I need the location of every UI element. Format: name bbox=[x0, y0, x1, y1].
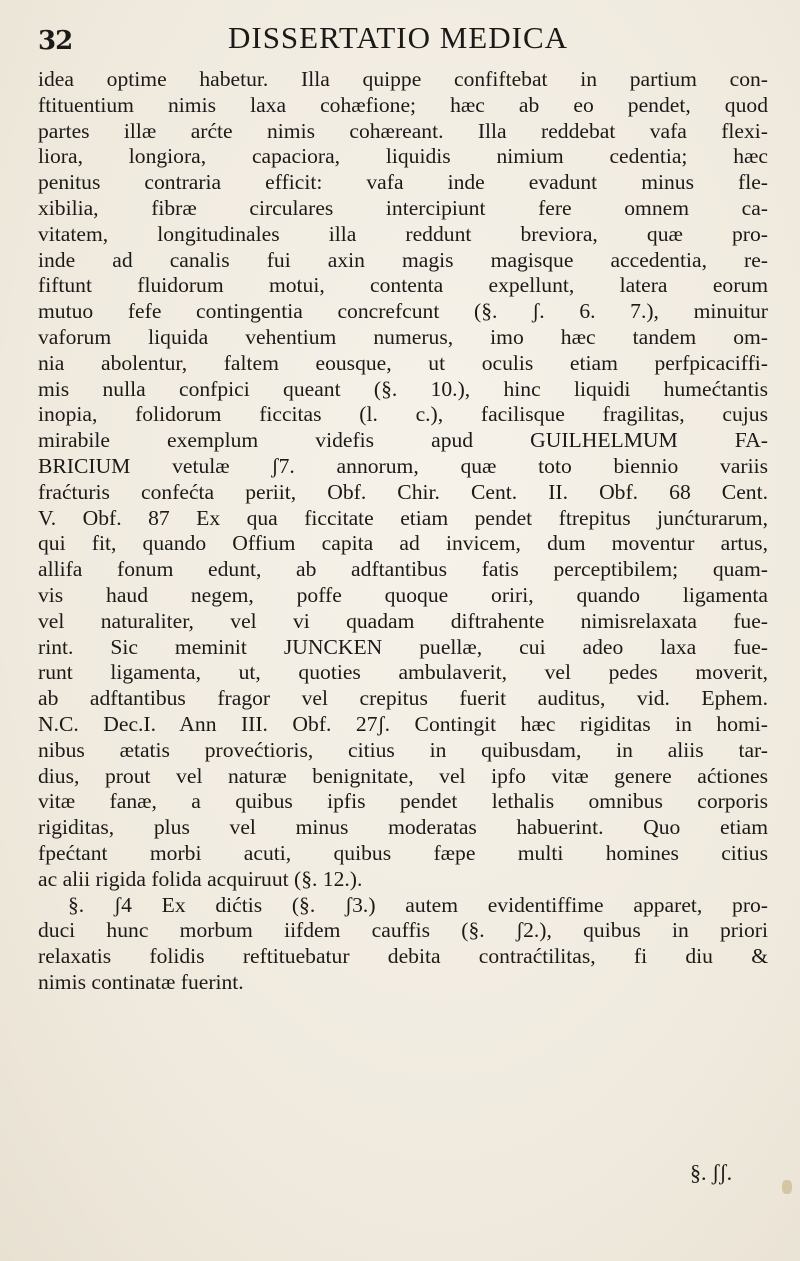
text-line: fiftunt fluidorum motui, contenta expellunt, latera eorum bbox=[38, 273, 768, 298]
text-line: vel naturaliter, vel vi quadam diftrahente nimisrelaxata fue- bbox=[38, 608, 768, 633]
text-line: ftituentium nimis laxa cohæfione; hæc ab eo pendet, quod bbox=[38, 92, 768, 117]
text-line: mutuo fefe contingentia concrefcunt (§. ʃ. 6. 7.), minuitur bbox=[38, 299, 768, 324]
text-line: qui fit, quando Offium capita ad invicem, dum moventur artus, bbox=[38, 531, 768, 556]
text-line: N.C. Dec.I. Ann III. Obf. 27ʃ. Contingit hæc rigiditas in homi- bbox=[38, 711, 768, 736]
text-line: V. Obf. 87 Ex qua ficcitate etiam pendet ftrepitus junćturarum, bbox=[38, 505, 768, 530]
text-line: duci hunc morbum iifdem cauffis (§. ʃ2.), quibus in priori bbox=[38, 918, 768, 943]
page-number: 32 bbox=[38, 26, 73, 56]
text-line: liora, longiora, capaciora, liquidis nimium cedentia; hæc bbox=[38, 144, 768, 169]
text-line: vaforum liquida vehentium numerus, imo hæc tandem om- bbox=[38, 324, 768, 349]
catchword: §. ʃʃ. bbox=[690, 1160, 733, 1185]
body-text bbox=[38, 67, 768, 996]
text-line: xibilia, fibræ circulares intercipiunt fere omnem ca- bbox=[38, 195, 768, 220]
text-line: allifa fonum edunt, ab adftantibus fatis perceptibilem; quam- bbox=[38, 557, 768, 582]
text-line: relaxatis folidis reftituebatur debita contraćtilitas, fi diu & bbox=[38, 944, 768, 969]
text-line: inopia, folidorum ficcitas (l. c.), facilisque fragilitas, cujus bbox=[38, 402, 768, 427]
text-line: mis nulla confpici queant (§. 10.), hinc liquidi humećtantis bbox=[38, 376, 768, 401]
text-line: fpećtant morbi acuti, quibus fæpe multi homines citius bbox=[38, 840, 768, 865]
text-line: ab adftantibus fragor vel crepitus fuerit auditus, vid. Ephem. bbox=[38, 686, 768, 711]
text-line: nia abolentur, faltem eousque, ut oculis etiam perfpicaciffi- bbox=[38, 350, 768, 375]
text-line: inde ad canalis fui axin magis magisque accedentia, re- bbox=[38, 247, 768, 272]
text-line: vitæ fanæ, a quibus ipfis pendet lethalis omnibus corporis bbox=[38, 789, 768, 814]
text-line: BRICIUM vetulæ ʃ7. annorum, quæ toto biennio variis bbox=[38, 453, 768, 478]
text-line: mirabile exemplum videfis apud GUILHELMUM FA- bbox=[38, 428, 768, 453]
page-header bbox=[38, 18, 738, 58]
text-line: penitus contraria efficit: vafa inde evadunt minus fle- bbox=[38, 170, 768, 195]
text-line: runt ligamenta, ut, quoties ambulaverit, vel pedes moverit, bbox=[38, 660, 768, 685]
text-line: nimis continatæ fuerint. bbox=[38, 969, 244, 994]
text-line: vitatem, longitudinales illa reddunt breviora, quæ pro- bbox=[38, 221, 768, 246]
text-line: dius, prout vel naturæ benignitate, vel ipfo vitæ genere aćtiones bbox=[38, 763, 768, 788]
running-head: DISSERTATIO MEDICA bbox=[227, 20, 569, 55]
text-line: rigiditas, plus vel minus moderatas habuerint. Quo etiam bbox=[38, 815, 768, 840]
text-line: partes illæ arćte nimis cohæreant. Illa reddebat vafa flexi- bbox=[38, 118, 768, 143]
text-line: ac alii rigida folida acquiruut (§. 12.). bbox=[38, 866, 363, 891]
text-line: nibus ætatis provećtioris, citius in quibusdam, in aliis tar- bbox=[38, 737, 768, 762]
text-line: fraćturis confećta periit, Obf. Chir. Cent. II. Obf. 68 Cent. bbox=[38, 479, 768, 504]
text-line: rint. Sic meminit JUNCKEN puellæ, cui adeo laxa fue- bbox=[38, 634, 768, 659]
text-line: idea optime habetur. Illa quippe confiftebat in partium con- bbox=[38, 67, 768, 91]
text-line: vis haud negem, poffe quoque oriri, quando ligamenta bbox=[38, 582, 768, 607]
section-line: §. ʃ4 Ex dićtis (§. ʃ3.) autem evidentiffime apparet, pro- bbox=[68, 892, 768, 917]
page-edge-mark bbox=[782, 1180, 792, 1194]
